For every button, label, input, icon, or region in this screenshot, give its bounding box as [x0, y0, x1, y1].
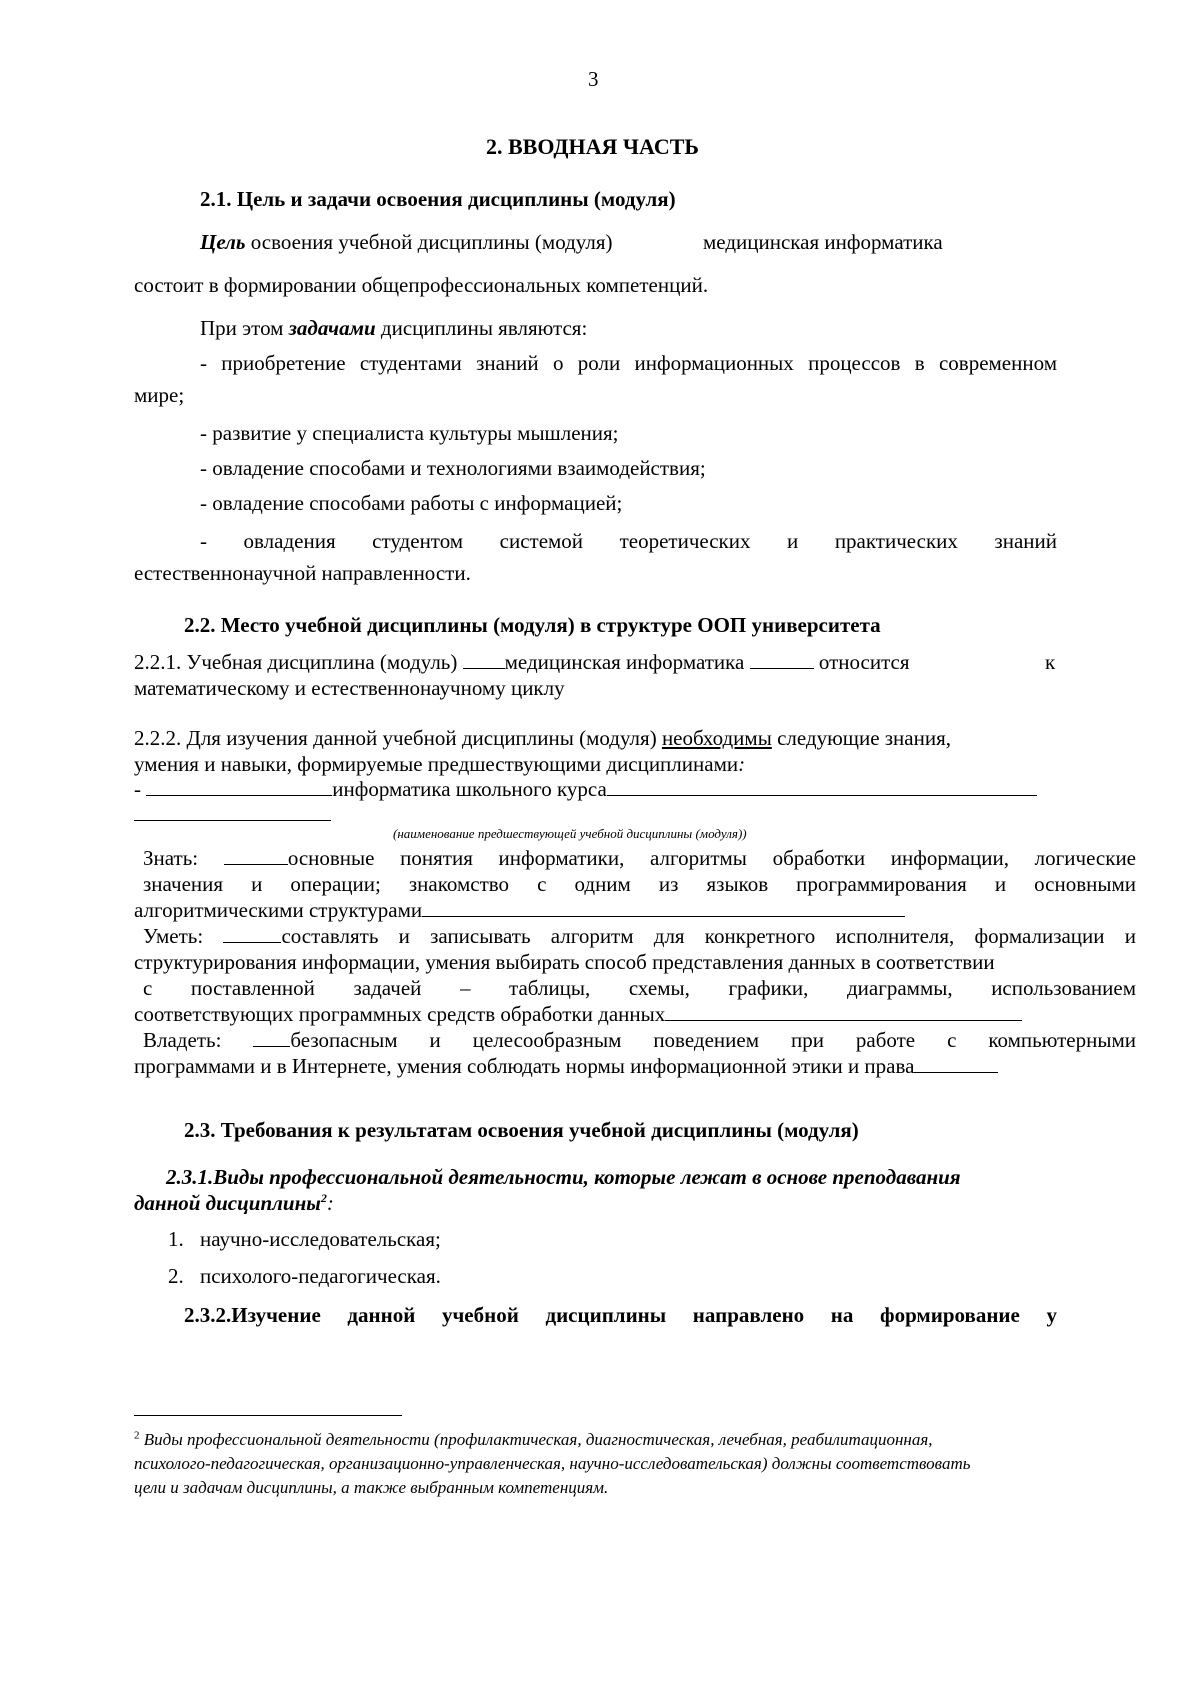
footnote-line-2: психолого-педагогическая, организационно-управленческая, научно-исследовательская) должны соответствовать	[134, 1454, 971, 1473]
para-2-2-1-b: относится	[813, 650, 910, 674]
tasks-post: дисциплины являются:	[375, 316, 588, 340]
footnote-line-1	[134, 1428, 1127, 1452]
goal-text: освоения учебной дисциплины (модуля)	[245, 230, 613, 254]
footnote-separator	[134, 1415, 402, 1416]
task-1-line-1: - приобретение студентами знаний о роли информационных процессов в современном	[200, 351, 1057, 375]
para-2-2-2-line-2-text: умения и навыки, формируемые предшествующими дисциплинами	[134, 752, 739, 776]
colon: :	[326, 1191, 334, 1215]
tasks-pre: При этом	[200, 316, 289, 340]
blank-line	[253, 1027, 290, 1047]
colon: :	[738, 752, 746, 776]
footnote-mark: 2	[134, 1429, 140, 1442]
footnote-ref: 2	[320, 1191, 327, 1205]
can-text: составлять и записывать алгоритм для конкретного исполнителя, формализации и	[281, 924, 1136, 948]
para-2-2-2-b: следующие знания,	[771, 726, 951, 750]
sub-2-3-1-text: данной дисциплины	[134, 1191, 321, 1215]
can-label: Уметь:	[143, 924, 224, 948]
know-label: Знать:	[143, 846, 224, 870]
task-5-line-1: - овладения студентом системой теоретических и практических знаний	[200, 529, 1057, 553]
blank-line	[224, 845, 288, 865]
own-line-2	[134, 1053, 998, 1079]
blank-line	[463, 649, 505, 669]
blank-line	[914, 1053, 998, 1073]
list-item-2-num: 2.	[168, 1264, 184, 1288]
can-line-1	[143, 923, 1136, 949]
know-line-1	[143, 845, 1136, 871]
sub-2-3-1-line-2	[134, 1190, 334, 1216]
task-3: - овладение способами и технологиями взаимодействия;	[200, 456, 706, 480]
para-2-2-2-a: 2.2.2. Для изучения данной учебной дисциплины (модуля)	[134, 726, 662, 750]
sub-2-3-2: 2.3.2.Изучение данной учебной дисциплины направлено на формирование у	[184, 1303, 1057, 1327]
can-line-4	[134, 1001, 1022, 1027]
blank-line	[223, 923, 281, 943]
sub-2-3-1-line-1: 2.3.1.Виды профессиональной деятельности, которые лежат в основе преподавания	[166, 1165, 961, 1189]
heading-2-3: 2.3. Требования к результатам освоения учебной дисциплины (модуля)	[184, 1118, 859, 1142]
blank-line-continued	[134, 820, 331, 821]
goal-word: Цель	[200, 230, 246, 254]
task-5-line-2: естественнонаучной направленности.	[134, 561, 471, 585]
para-2-2-1-c: к	[1045, 650, 1056, 674]
list-item-2: психолого-педагогическая.	[200, 1264, 441, 1288]
goal-discipline: медицинская информатика	[703, 230, 943, 254]
footnote-text-1: Виды профессиональной деятельности (профилактическая, диагностическая, лечебная, реабилитационная,	[139, 1430, 933, 1449]
can-line-2: структурирования информации, умения выбирать способ представления данных в соответствии	[134, 950, 995, 974]
prev-discipline-caption: (наименование предшествующей учебной дисциплины (модуля))	[393, 826, 747, 841]
page-number: 3	[588, 67, 599, 91]
heading-2-2: 2.2. Место учебной дисциплины (модуля) в структуре ООП университета	[184, 613, 881, 637]
para-2-2-1-a: 2.2.1. Учебная дисциплина (модуль)	[134, 650, 463, 674]
heading-2-1: 2.1. Цель и задачи освоения дисциплины (модуля)	[200, 187, 676, 211]
blank-line	[607, 776, 1037, 796]
dash: -	[134, 777, 147, 801]
para-2-2-1-line-2: математическому и естественнонаучному циклу	[134, 676, 565, 700]
can-line-4-text: соответствующих программных средств обработки данных	[134, 1002, 666, 1026]
can-line-3: с поставленной задачей – таблицы, схемы, графики, диаграммы, использованием	[143, 976, 1136, 1000]
know-line-3	[134, 897, 905, 923]
list-item-1-num: 1.	[168, 1227, 184, 1251]
task-1-line-2: мире;	[134, 383, 185, 407]
footnote-line-3: цели и задачам дисциплины, а также выбранным компетенциям.	[134, 1478, 609, 1497]
para-2-2-2	[134, 725, 951, 751]
prev-discipline-line	[134, 776, 1037, 802]
own-line-2-text: программами и в Интернете, умения соблюдать нормы информационной этики и права	[134, 1054, 915, 1078]
own-text: безопасным и целесообразным поведением при работе с компьютерными	[290, 1028, 1136, 1052]
know-text: основные понятия информатики, алгоритмы обработки информации, логические	[287, 846, 1137, 870]
own-line-1	[143, 1027, 1136, 1053]
goal-paragraph	[200, 229, 612, 255]
necessary-word: необходимы	[661, 726, 772, 750]
task-2: - развитие у специалиста культуры мышления;	[200, 421, 619, 445]
tasks-word: задачами	[288, 316, 376, 340]
know-line-3-text: алгоритмическими структурами	[134, 898, 423, 922]
para-2-2-1	[134, 649, 910, 675]
goal-line-2: состоит в формировании общепрофессиональных компетенций.	[134, 273, 709, 297]
blank-line	[146, 776, 332, 796]
task-4: - овладение способами работы с информацией;	[200, 491, 623, 515]
list-item-1: научно-исследовательская;	[200, 1227, 441, 1251]
blank-line	[750, 649, 814, 669]
know-line-2: значения и операции; знакомство с одним из языков программирования и основными	[143, 872, 1136, 896]
blank-line	[422, 897, 905, 917]
para-2-2-2-line-2	[134, 751, 745, 777]
section-title: 2. ВВОДНАЯ ЧАСТЬ	[486, 134, 699, 159]
prev-discipline: информатика школьного курса	[332, 777, 607, 801]
para-2-2-1-discipline: медицинская информатика	[504, 650, 745, 674]
own-label: Владеть:	[143, 1028, 254, 1052]
blank-line	[665, 1001, 1022, 1021]
tasks-intro	[200, 315, 587, 341]
